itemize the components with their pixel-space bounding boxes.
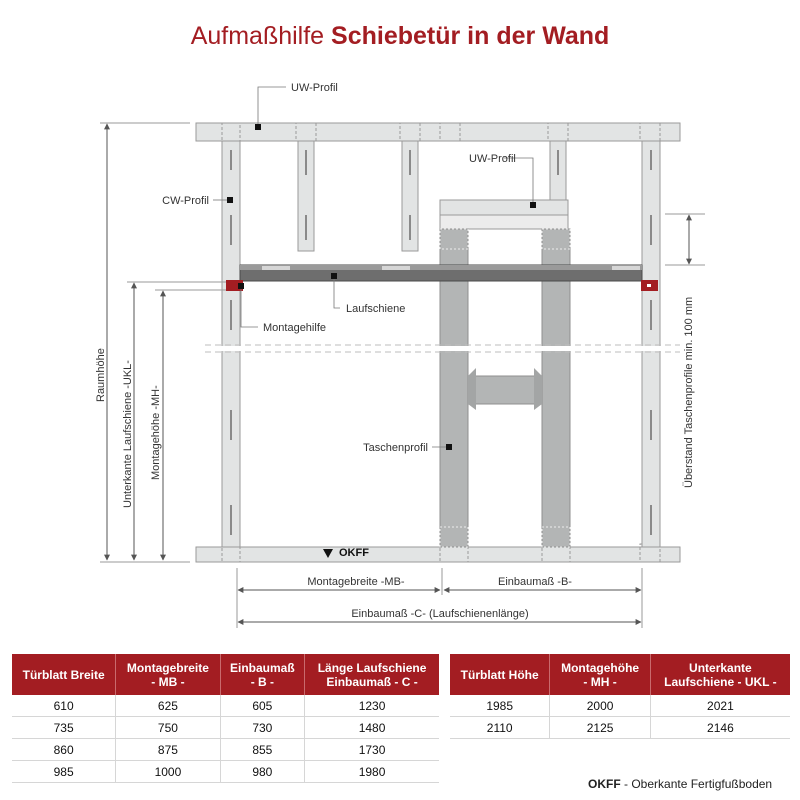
door-width-table-cell: 875 — [116, 739, 220, 761]
door-width-table-cell: 1000 — [116, 761, 220, 783]
label-ukl: Unterkante Laufschiene -UKL- — [122, 360, 134, 508]
label-montagebreite: Montagebreite -MB- — [307, 576, 405, 588]
door-width-table-header-cell — [305, 654, 439, 695]
door-width-table-cell: 735 — [12, 717, 116, 739]
dimension-einbaumass-c — [238, 608, 641, 622]
door-width-table — [12, 654, 439, 783]
label-okff: OKFF — [339, 547, 369, 559]
door-width-table-cell: 1230 — [305, 695, 439, 717]
laufschiene — [240, 265, 642, 281]
label-uw-profil-top: UW-Profil — [291, 82, 338, 94]
cw-profile-short-1 — [298, 141, 314, 251]
door-height-table-cell: 2125 — [550, 717, 650, 739]
door-width-table-header-text: Montagebreite — [126, 660, 209, 675]
door-width-table-cell: 1980 — [305, 761, 439, 783]
door-height-table-header-cell — [450, 654, 550, 695]
door-height-table-header-cell — [550, 654, 650, 695]
door-width-table-header-cell — [116, 654, 220, 695]
dimension-raumhoehe — [95, 124, 107, 560]
cw-profile-short-3 — [550, 141, 566, 201]
door-height-table-header-text: Türblatt Höhe — [460, 667, 539, 682]
door-width-table-cell: 855 — [220, 739, 304, 761]
label-uw-profil-door: UW-Profil — [469, 153, 516, 165]
title-bold: Schiebetür in der Wand — [331, 22, 610, 50]
dimension-ueberstand — [683, 215, 695, 488]
dimension-einbaumass-b — [444, 576, 641, 590]
uw-profile-bottom — [196, 544, 680, 562]
cw-profile-short-2 — [402, 141, 418, 251]
table-row — [450, 695, 790, 717]
door-width-table-cell: 860 — [12, 739, 116, 761]
door-width-table-header-text: - B - — [250, 674, 275, 689]
door-width-table-cell: 1730 — [305, 739, 439, 761]
door-height-table-header — [450, 654, 790, 695]
door-width-table-header-text: Einbaumaß — [230, 660, 295, 675]
door-width-table-cell: 625 — [116, 695, 220, 717]
door-height-table-cell: 2110 — [450, 717, 550, 739]
label-laufschiene: Laufschiene — [346, 303, 406, 315]
door-width-table-header-text: Türblatt Breite — [22, 667, 105, 682]
door-width-table-cell: 730 — [220, 717, 304, 739]
label-einbaumass-c: Einbaumaß -C- (Laufschienenlänge) — [351, 608, 529, 620]
door-height-table-header-text: Unterkante — [689, 660, 752, 675]
table-row — [12, 739, 439, 761]
label-einbaumass-b: Einbaumaß -B- — [498, 576, 572, 588]
door-width-table-cell: 605 — [220, 695, 304, 717]
door-width-table-header — [12, 654, 439, 695]
dimension-mh — [150, 291, 163, 560]
label-montagehilfe: Montagehilfe — [263, 322, 326, 334]
uw-profile-door — [440, 200, 568, 229]
table-row — [12, 761, 439, 783]
footnote-abbr: OKFF — [588, 777, 621, 791]
footnote-text: - Oberkante Fertigfußboden — [620, 777, 773, 791]
cw-profile-right — [642, 141, 660, 547]
door-height-table-cell: 2146 — [650, 717, 790, 739]
uw-profile-top — [196, 123, 680, 141]
dimension-ukl — [122, 283, 134, 560]
label-cw-profil: CW-Profil — [162, 195, 209, 207]
table-row — [450, 717, 790, 739]
door-height-table-cell: 1985 — [450, 695, 550, 717]
montagehilfe-right — [641, 280, 658, 291]
door-height-table-header-text: - MH - — [583, 674, 617, 689]
door-width-table-header-cell — [220, 654, 304, 695]
door-width-table-cell: 610 — [12, 695, 116, 717]
label-mh: Montagehöhe -MH- — [150, 385, 162, 480]
door-height-table-header-cell — [650, 654, 790, 695]
door-width-table-header-cell — [12, 654, 116, 695]
door-height-table-header-text: Laufschiene - UKL - — [664, 674, 777, 689]
door-width-table-cell: 1480 — [305, 717, 439, 739]
door-height-table-header-text: Montagehöhe — [561, 660, 640, 675]
title-normal: Aufmaßhilfe — [190, 22, 325, 50]
callout-taschenprofil — [363, 442, 452, 454]
table-row — [12, 717, 439, 739]
door-width-table-cell: 985 — [12, 761, 116, 783]
door-width-table-cell: 980 — [220, 761, 304, 783]
door-width-table-header-text: Länge Laufschiene — [317, 660, 427, 675]
label-ueberstand: Überstand Taschenprofile min. 100 mm — [683, 296, 695, 488]
door-width-table-header-text: - MB - — [151, 674, 185, 689]
door-width-table-cell: 750 — [116, 717, 220, 739]
door-width-table-header-text: Einbaumaß - C - — [326, 674, 418, 689]
door-height-table-cell: 2000 — [550, 695, 650, 717]
footnote — [588, 777, 772, 791]
table-row — [12, 695, 439, 717]
callout-montagehilfe — [238, 283, 326, 334]
break-lines — [205, 345, 680, 352]
label-taschenprofil: Taschenprofil — [363, 442, 428, 454]
label-raumhoehe: Raumhöhe — [95, 348, 107, 402]
door-height-table — [450, 654, 790, 739]
door-height-table-cell: 2021 — [650, 695, 790, 717]
dimension-montagebreite — [238, 576, 440, 590]
